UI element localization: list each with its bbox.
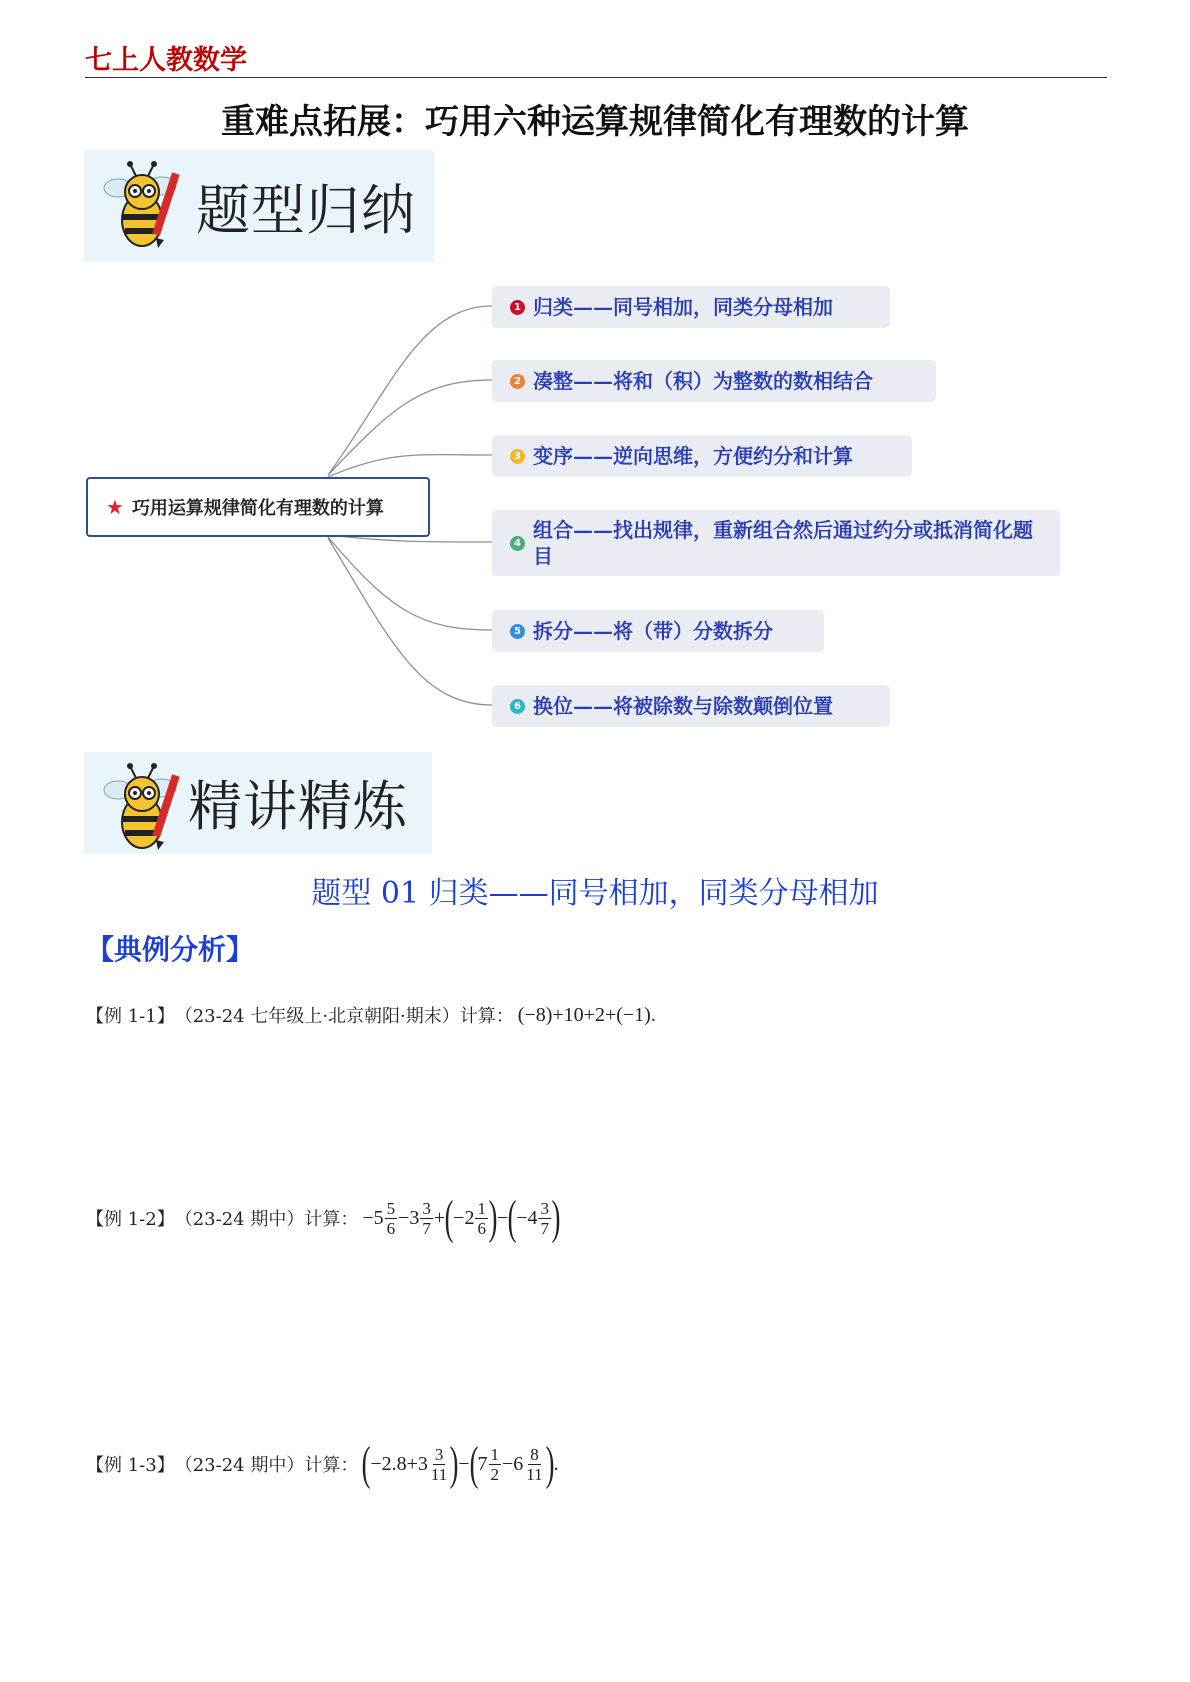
fraction xyxy=(524,1445,544,1484)
mindmap-branch-1 xyxy=(492,286,890,328)
fraction xyxy=(538,1199,551,1238)
mindmap-branch-5 xyxy=(492,610,824,652)
math-term: +10+2+ xyxy=(552,1003,617,1026)
fraction xyxy=(385,1199,398,1238)
numerator: 3 xyxy=(422,1198,431,1218)
fraction xyxy=(420,1199,433,1238)
right-paren: ) xyxy=(545,1437,555,1490)
number-badge-icon: 4 xyxy=(510,536,525,551)
math-term: −5 xyxy=(362,1206,384,1229)
left-paren: ( xyxy=(361,1437,371,1490)
example-source: （23-24 期中）计算： xyxy=(174,1455,359,1476)
denominator: 7 xyxy=(422,1218,431,1238)
right-paren: ) xyxy=(488,1191,498,1244)
right-paren: ) xyxy=(449,1437,459,1490)
mindmap-root-label: 巧用运算规律简化有理数的计算 xyxy=(131,498,384,519)
banner-summary xyxy=(84,150,434,262)
banner-practice xyxy=(84,752,432,854)
numerator: 3 xyxy=(434,1444,444,1464)
mindmap-branch-3 xyxy=(492,435,912,477)
bee-mascot-icon xyxy=(92,760,192,856)
math-term: + xyxy=(433,1206,446,1229)
left-paren: ( xyxy=(469,1437,478,1490)
numerator: 8 xyxy=(530,1444,539,1464)
branch-label: 变序——逆向思维，方便约分和计算 xyxy=(533,444,853,468)
example-tag: 【例 1-3】 xyxy=(86,1455,175,1476)
number-badge-icon: 6 xyxy=(510,699,525,714)
math-term: −6 xyxy=(502,1452,524,1475)
math-term: . xyxy=(650,1003,656,1026)
math-term: −2 xyxy=(453,1206,475,1229)
left-paren: ( xyxy=(507,1191,517,1244)
fraction xyxy=(489,1445,502,1484)
banner-label: 题型归纳 xyxy=(196,179,416,242)
math-term: −4 xyxy=(516,1206,538,1229)
math-term: −3 xyxy=(398,1206,420,1229)
math-term: − xyxy=(496,1206,509,1229)
banner-label: 精讲精炼 xyxy=(188,775,408,838)
mindmap-root xyxy=(86,477,430,537)
branch-label: 归类——同号相加，同类分母相加 xyxy=(533,295,833,319)
number-badge-icon: 3 xyxy=(510,449,525,464)
math-expression xyxy=(518,1004,656,1027)
header-divider xyxy=(85,77,1107,78)
example-source: （23-24 七年级上·北京朝阳·期末）计算： xyxy=(174,1006,514,1027)
numerator: 3 xyxy=(540,1198,549,1218)
mindmap-branch-2 xyxy=(492,360,936,402)
mindmap xyxy=(0,280,1190,730)
denominator: 7 xyxy=(540,1218,549,1238)
example-analysis-heading: 【典例分析】 xyxy=(86,933,255,966)
math-term: 7 xyxy=(477,1452,488,1475)
number-badge-icon: 5 xyxy=(510,624,525,639)
branch-label: 换位——将被除数与除数颠倒位置 xyxy=(533,694,833,718)
example-1-1 xyxy=(86,998,656,1032)
branch-label: 拆分——将（带）分数拆分 xyxy=(533,619,773,643)
fraction xyxy=(475,1199,488,1238)
left-paren: ( xyxy=(444,1191,454,1244)
example-1-2 xyxy=(86,1190,560,1246)
example-source: （23-24 期中）计算： xyxy=(174,1209,359,1230)
document-title: 重难点拓展：巧用六种运算规律简化有理数的计算 xyxy=(221,102,969,142)
right-paren: ) xyxy=(551,1191,561,1244)
bee-mascot-icon xyxy=(92,158,192,254)
denominator: 2 xyxy=(490,1464,500,1484)
denominator: 6 xyxy=(386,1218,396,1238)
fraction xyxy=(429,1445,449,1484)
branch-label: 凑整——将和（积）为整数的数相结合 xyxy=(533,369,873,393)
denominator: 11 xyxy=(526,1464,543,1484)
question-type-heading: 题型 01 归类——同号相加，同类分母相加 xyxy=(311,876,879,911)
mindmap-branch-4 xyxy=(492,510,1060,576)
math-term: (−8) xyxy=(517,1003,553,1026)
mindmap-branch-6 xyxy=(492,685,890,727)
branch-label: 组合——找出规律，重新组合然后通过约分或抵消简化题目 xyxy=(533,518,1033,568)
numerator: 1 xyxy=(490,1444,500,1464)
numerator: 1 xyxy=(477,1198,486,1218)
series-title: 七上人教数学 xyxy=(85,45,247,76)
denominator: 6 xyxy=(477,1218,486,1238)
star-icon: ★ xyxy=(106,495,124,519)
example-tag: 【例 1-2】 xyxy=(86,1209,175,1230)
math-expression xyxy=(362,1191,561,1244)
math-term: . xyxy=(553,1452,559,1475)
numerator: 5 xyxy=(386,1198,396,1218)
math-term: (−1) xyxy=(616,1003,651,1026)
example-1-3 xyxy=(86,1436,559,1492)
math-expression xyxy=(361,1437,559,1490)
number-badge-icon: 2 xyxy=(510,374,525,389)
number-badge-icon: 1 xyxy=(510,300,525,315)
example-tag: 【例 1-1】 xyxy=(86,1006,175,1027)
denominator: 11 xyxy=(430,1464,448,1484)
math-term: − xyxy=(458,1452,470,1475)
math-term: −2.8+3 xyxy=(370,1452,428,1475)
